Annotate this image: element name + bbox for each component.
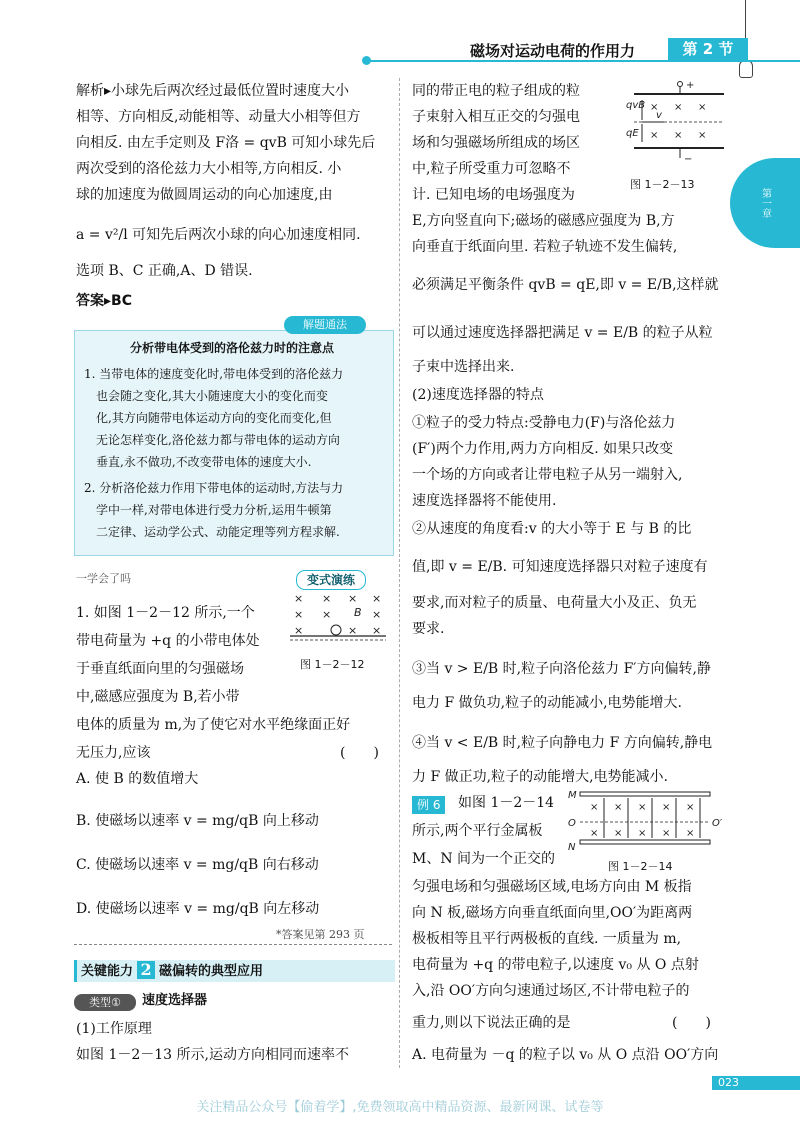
body-line: (F′)两个力作用,两力方向相反. 如果只改变 xyxy=(412,441,674,457)
type-name: 速度选择器 xyxy=(142,993,208,1008)
fig-caption-12: 图 1－2－12 xyxy=(300,658,365,671)
q1-option-c: C. 使磁场以速率 v = mg/qB 向右移动 xyxy=(76,857,319,873)
footer-note: 关注精品公众号【偷着学】,免费领取高中精品资源、最新网课、试卷等 xyxy=(196,1100,604,1115)
q1-line: 无压力,应该 xyxy=(76,745,151,761)
tip-line: 无论怎样变化,洛伦兹力都与带电体的运动方向 xyxy=(96,433,340,447)
svg-text:v: v xyxy=(656,110,662,121)
analysis-line-5: 球的加速度为做圆周运动的向心加速度,由 xyxy=(76,187,333,203)
fig-caption-14: 图 1－2－14 xyxy=(608,860,673,873)
answer: 答案▸BC xyxy=(76,293,132,309)
body-line: 电力 F 做负功,粒子的动能减小,电势能增大. xyxy=(412,695,682,711)
body-line: ③当 v > E/B 时,粒子向洛伦兹力 F′方向偏转,静 xyxy=(412,661,711,677)
svg-text:B: B xyxy=(354,606,362,619)
analysis-line-6: a = v²/l 可知先后两次小球的向心加速度相同. xyxy=(76,227,361,243)
analysis-line-4: 两次受到的洛伦兹力大小相等,方向相反. 小 xyxy=(76,161,342,177)
svg-text:qvB: qvB xyxy=(626,100,646,111)
svg-text:×: × xyxy=(638,802,647,813)
learned-label: 一学会了吗 xyxy=(76,572,131,585)
example-line: 极板相等且平行两极板的直线. 一质量为 m, xyxy=(412,931,682,947)
principle-heading: (1)工作原理 xyxy=(76,1021,152,1037)
svg-text:×: × xyxy=(674,102,683,113)
dashed-rule xyxy=(74,944,392,945)
svg-text:×: × xyxy=(590,802,599,813)
variant-tag: 变式演练 xyxy=(296,570,366,590)
svg-text:×: × xyxy=(322,592,332,605)
svg-text:×: × xyxy=(650,130,659,141)
q1-line: 带电荷量为 +q 的小带电体处 xyxy=(76,633,260,649)
tip-line: 也会随之变化,其大小随速度大小的变化而变 xyxy=(96,389,328,403)
page-number: 023 xyxy=(712,1076,800,1090)
body-line: 场和匀强磁场所组成的场区 xyxy=(412,135,580,151)
svg-text:×: × xyxy=(294,592,304,605)
tip-tag: 解题通法 xyxy=(284,316,366,334)
body-line: 可以通过速度选择器把满足 v = E/B 的粒子从粒 xyxy=(412,325,713,341)
svg-text:×: × xyxy=(590,828,599,839)
body-line: 中,粒子所受重力可忽略不 xyxy=(412,161,571,177)
analysis-line-1: 解析▸小球先后两次经过最低位置时速度大小 xyxy=(76,83,350,99)
svg-text:O′: O′ xyxy=(712,818,723,829)
header-title: 磁场对运动电荷的作用力 xyxy=(470,42,636,60)
body-line: 力 F 做正功,粒子的动能增大,电势能减小. xyxy=(412,769,668,785)
header-rule xyxy=(368,60,800,62)
q1-line: 电体的质量为 m,为了使它对水平绝缘面正好 xyxy=(76,717,351,733)
section-number: 2 xyxy=(137,961,155,979)
q1-answer-paren: ( ) xyxy=(340,745,379,761)
example-line: 重力,则以下说法正确的是 xyxy=(412,1015,571,1031)
body-line: 一个场的方向或者让带电粒子从另一端射入, xyxy=(412,467,683,483)
example-tag-wrap xyxy=(412,794,445,814)
example-option-a: A. 电荷量为 －q 的粒子以 v₀ 从 O 点沿 OO′方向 xyxy=(412,1047,719,1063)
body-line: 要求. xyxy=(412,621,445,637)
body-line: 速度选择器将不能使用. xyxy=(412,493,557,509)
svg-text:×: × xyxy=(662,828,671,839)
tip-line: 垂直,永不做功,不改变带电体的速度大小. xyxy=(96,455,312,469)
body-line: 必须满足平衡条件 qvB = qE,即 v = E/B,这样就 xyxy=(412,277,719,293)
tip-line: 2. 分析洛伦兹力作用下带电体的运动时,方法与力 xyxy=(84,481,344,495)
tip-line: 化,其方向随带电体运动方向的变化而变化,但 xyxy=(96,411,332,425)
q1-line: 中,磁感应强度为 B,若小带 xyxy=(76,689,240,705)
svg-text:×: × xyxy=(686,802,695,813)
section-title: 关键能力 xyxy=(81,964,134,979)
svg-text:×: × xyxy=(348,592,358,605)
svg-text:×: × xyxy=(650,102,659,113)
example-line: 如图 1－2－14 xyxy=(458,795,555,811)
lamp-icon xyxy=(739,60,753,78)
tip-title: 分析带电体受到的洛伦兹力时的注意点 xyxy=(130,341,335,355)
svg-text:×: × xyxy=(372,608,382,621)
svg-text:+: + xyxy=(686,80,695,91)
example-line: 电荷量为 +q 的带电粒子,以速度 v₀ 从 O 点射 xyxy=(412,957,699,973)
svg-text:M: M xyxy=(568,790,577,801)
q1-option-a: A. 使 B 的数值增大 xyxy=(76,771,199,787)
svg-text:×: × xyxy=(674,130,683,141)
body-line: E,方向竖直向下;磁场的磁感应强度为 B,方 xyxy=(412,213,675,229)
figure-1-2-13 xyxy=(620,80,730,164)
body-line: 要求,而对粒子的质量、电荷量大小及正、负无 xyxy=(412,595,697,611)
svg-text:O: O xyxy=(568,818,576,829)
body-line: 计. 已知电场的电场强度为 xyxy=(412,187,575,203)
svg-text:×: × xyxy=(698,130,707,141)
example-line: 匀强电场和匀强磁场区域,电场方向由 M 板指 xyxy=(412,879,692,895)
svg-text:×: × xyxy=(662,802,671,813)
tip-line: 1. 当带电体的速度变化时,带电体受到的洛伦兹力 xyxy=(84,367,344,381)
body-line: 值,即 v = E/B. 可知速度选择器只对粒子速度有 xyxy=(412,559,708,575)
analysis-line-3: 向相反. 由左手定则及 F洛 = qvB 可知小球先后 xyxy=(76,135,376,151)
svg-text:×: × xyxy=(686,828,695,839)
tip-line: 二定律、运动学公式、动能定理等列方程求解. xyxy=(96,525,340,539)
example-line: 所示,两个平行金属板 xyxy=(412,823,543,839)
svg-text:×: × xyxy=(294,624,304,637)
q1-option-b: B. 使磁场以速率 v = mg/qB 向上移动 xyxy=(76,813,319,829)
body-line: ④当 v < E/B 时,粒子向静电力 F 方向偏转,静电 xyxy=(412,735,713,751)
section-bar xyxy=(74,960,395,982)
figure-1-2-14 xyxy=(568,788,728,852)
body-line: 同的带正电的粒子组成的粒 xyxy=(412,83,580,99)
svg-text:×: × xyxy=(638,828,647,839)
svg-text:×: × xyxy=(294,608,304,621)
svg-text:×: × xyxy=(372,592,382,605)
example-line: 入,沿 OO′方向匀速通过场区,不计带电粒子的 xyxy=(412,983,690,999)
column-divider xyxy=(399,78,400,1068)
analysis-line-2: 相等、方向相反,动能相等、动量大小相等但方 xyxy=(76,109,361,125)
svg-text:×: × xyxy=(614,802,623,813)
example-tag: 例 6 xyxy=(412,796,445,814)
q1-option-d: D. 使磁场以速率 v = mg/qB 向左移动 xyxy=(76,901,320,917)
svg-text:qE: qE xyxy=(626,128,639,139)
header-section: 第 2 节 xyxy=(668,38,748,60)
type-tag: 类型① xyxy=(74,994,136,1011)
example-answer-paren: ( ) xyxy=(672,1015,711,1031)
body-line: 向垂直于纸面向里. 若粒子轨迹不发生偏转, xyxy=(412,239,678,255)
body-line: (2)速度选择器的特点 xyxy=(412,387,544,403)
body-line: 子束射入相互正交的匀强电 xyxy=(412,109,580,125)
body-line: 子束中选择出来. xyxy=(412,359,515,375)
svg-text:−: − xyxy=(684,154,693,164)
chapter-tab: 第一章 xyxy=(730,158,800,248)
figure-1-2-12 xyxy=(288,590,388,646)
tip-line: 学中一样,对带电体进行受力分析,运用牛顿第 xyxy=(96,503,332,517)
q1-line: 于垂直纸面向里的匀强磁场 xyxy=(76,661,244,677)
q1-line: 1. 如图 1－2－12 所示,一个 xyxy=(76,605,255,621)
svg-text:N: N xyxy=(568,842,576,852)
fig-caption-13: 图 1－2－13 xyxy=(630,178,695,191)
svg-text:×: × xyxy=(322,608,332,621)
body-line: ①粒子的受力特点:受静电力(F)与洛伦兹力 xyxy=(412,415,676,431)
analysis-line-7: 选项 B、C 正确,A、D 错误. xyxy=(76,263,253,279)
svg-text:×: × xyxy=(348,624,358,637)
section-name: 磁偏转的典型应用 xyxy=(159,964,264,979)
example-line: M、N 间为一个正交的 xyxy=(412,851,556,867)
answer-reference: *答案见第 293 页 xyxy=(276,928,365,941)
svg-text:×: × xyxy=(614,828,623,839)
svg-text:×: × xyxy=(372,624,382,637)
svg-text:×: × xyxy=(698,102,707,113)
example-line: 向 N 板,磁场方向垂直纸面向里,OO′为距离两 xyxy=(412,905,693,921)
principle-line: 如图 1－2－13 所示,运动方向相同而速率不 xyxy=(76,1047,349,1063)
body-line: ②从速度的角度看:v 的大小等于 E 与 B 的比 xyxy=(412,521,692,537)
